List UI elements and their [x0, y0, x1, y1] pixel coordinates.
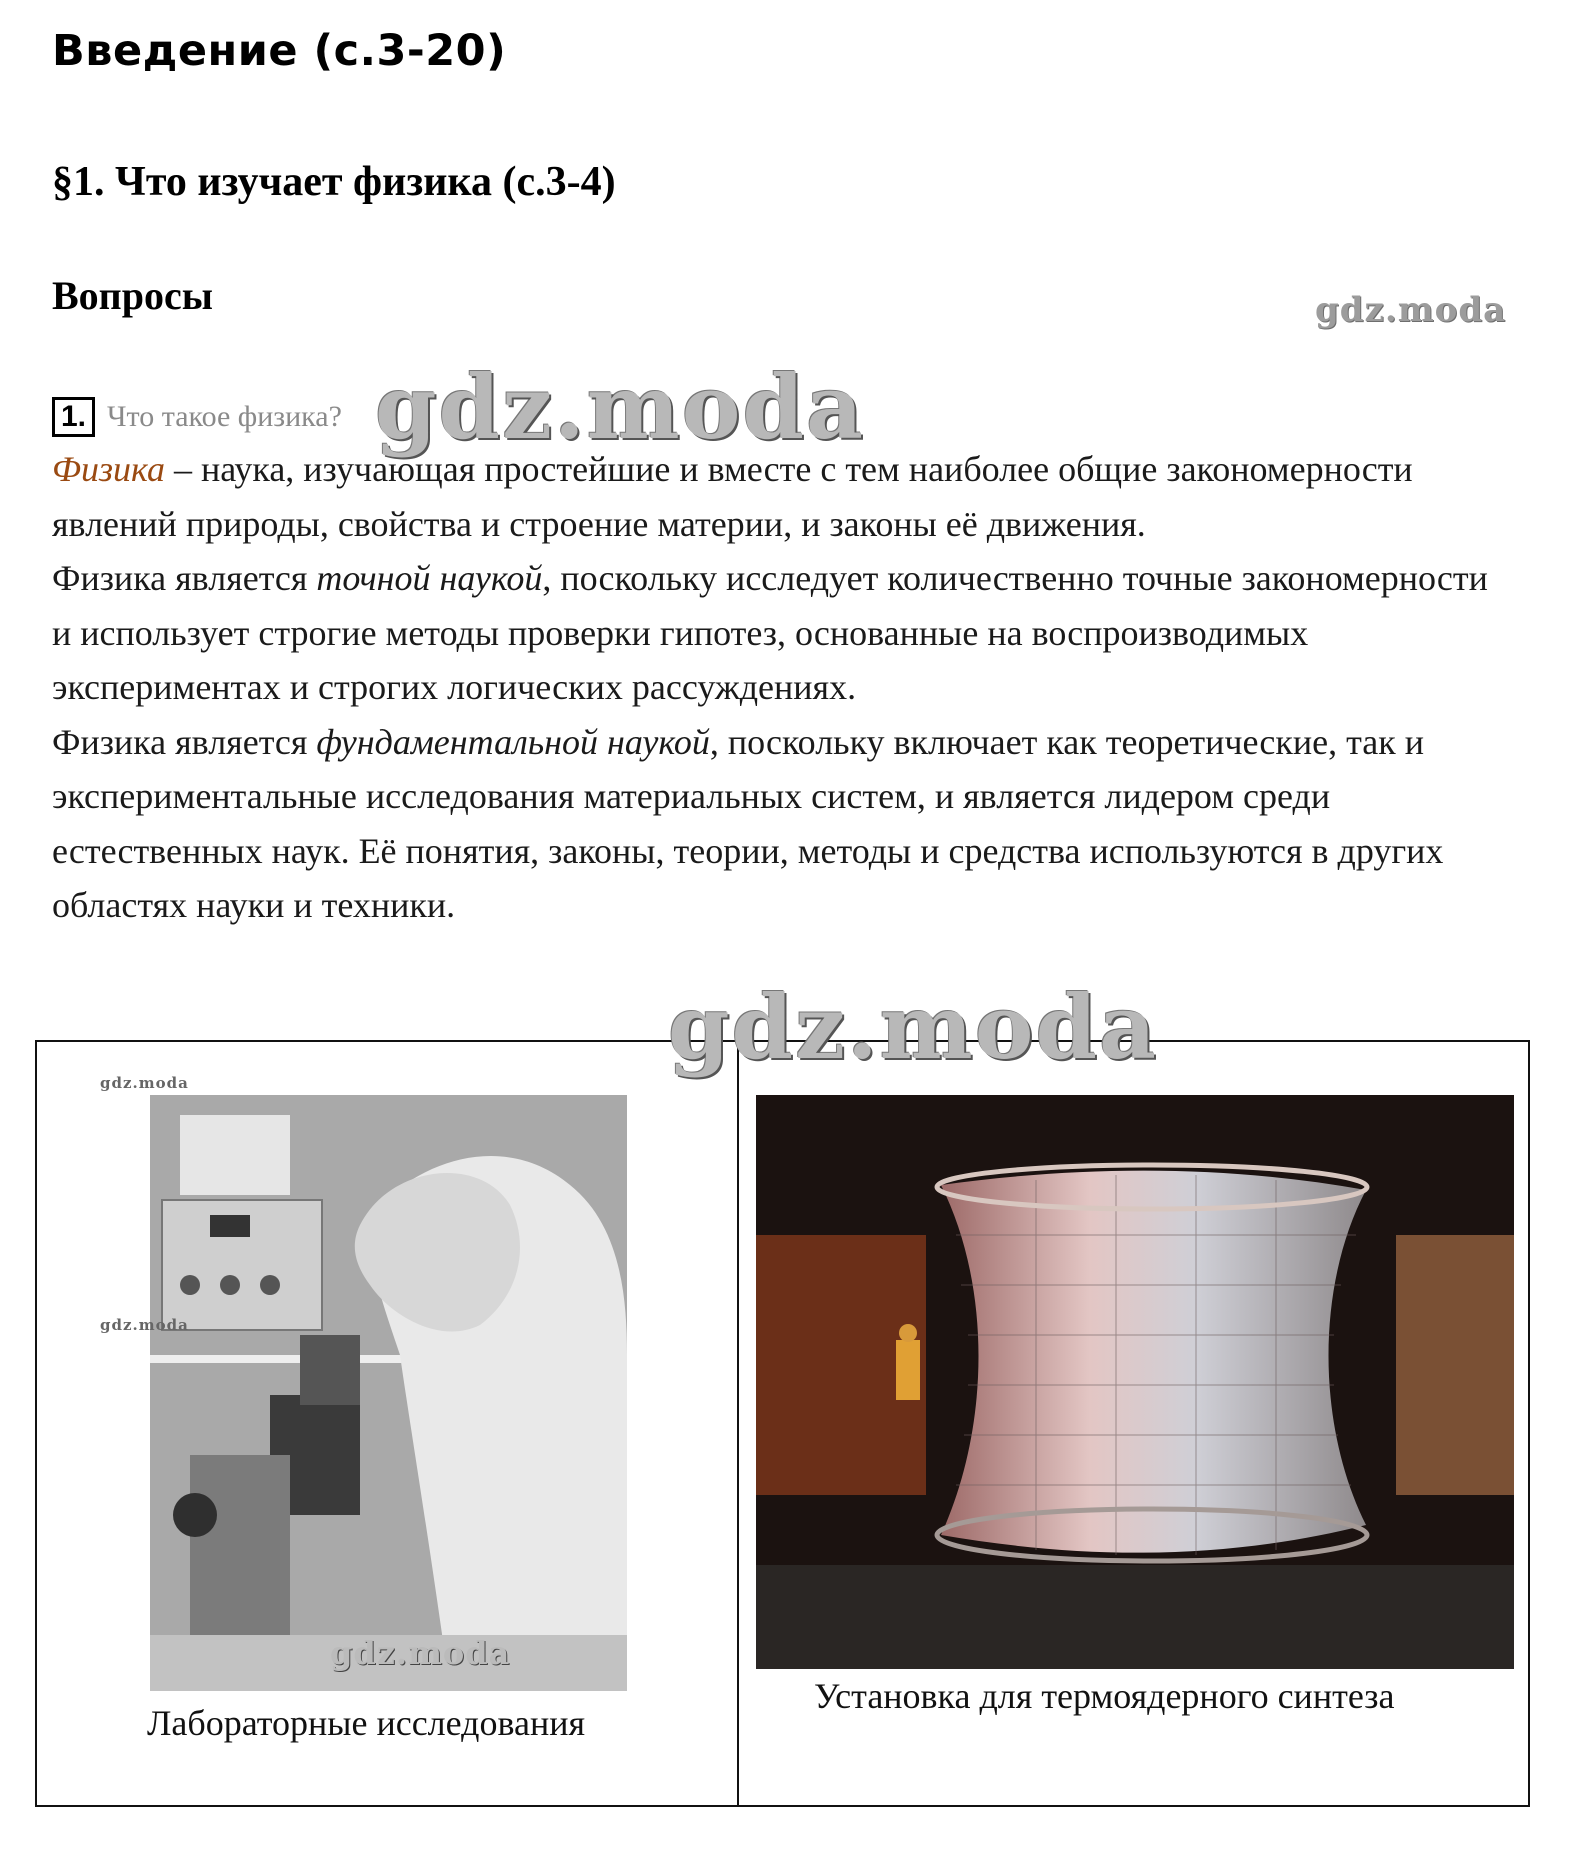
section-title: §1. Что изучает физика (с.3-4) [52, 159, 616, 205]
watermark-large: gdz.moda [375, 355, 866, 459]
watermark-corner: gdz.moda [1315, 290, 1507, 330]
answer-paragraph-1 [52, 442, 1492, 551]
answer-p2-rest: , поскольку исследует количественно точные закономерности и использует строгие методы проверки гипотез, основанные на воспроизводимых экспериментах и строгих логических рассуждениях. [52, 558, 1488, 707]
answer-p2-start: Физика является [52, 558, 317, 598]
lab-research-photo [150, 1095, 627, 1691]
answer-paragraph-3 [52, 715, 1492, 933]
answer-p3-start: Физика является [52, 721, 317, 762]
watermark-small-2: gdz.moda [100, 1316, 189, 1334]
question-number: 1. [52, 397, 95, 437]
chapter-title: Введение (с.3-20) [52, 26, 507, 76]
answer-text [52, 442, 1492, 933]
figure-table [35, 1040, 1530, 1807]
answer-p2-emphasis: точной наукой [316, 558, 543, 598]
answer-p3-rest: , поскольку включает как теоретические, так и экспериментальные исследования материальных систем, и является лидером среди естественных наук. Её понятия, законы, теории, методы и средства используются в других областях науки и техники. [52, 721, 1444, 925]
caption-lab-research: Лабораторные исследования [147, 1703, 586, 1743]
question-text: Что такое физика? [107, 400, 342, 433]
fusion-reactor-photo [756, 1095, 1514, 1669]
subsection-title: Вопросы [52, 273, 213, 318]
answer-p3-emphasis: фундаментальной наукой [316, 721, 710, 762]
figure-divider [737, 1042, 739, 1805]
question-1 [52, 397, 342, 437]
answer-definition: – наука, изучающая простейшие и вместе с тем наиболее общие закономерности явлений природы, свойства и строение материи, и законы её движения. [52, 449, 1413, 544]
caption-fusion-reactor: Установка для термоядерного синтеза [814, 1676, 1395, 1716]
watermark-photo: gdz.moda [330, 1634, 511, 1672]
watermark-large-2: gdz.moda [668, 975, 1159, 1079]
watermark-small-1: gdz.moda [100, 1074, 189, 1092]
answer-term: Физика [52, 449, 165, 489]
answer-paragraph-2 [52, 551, 1492, 715]
